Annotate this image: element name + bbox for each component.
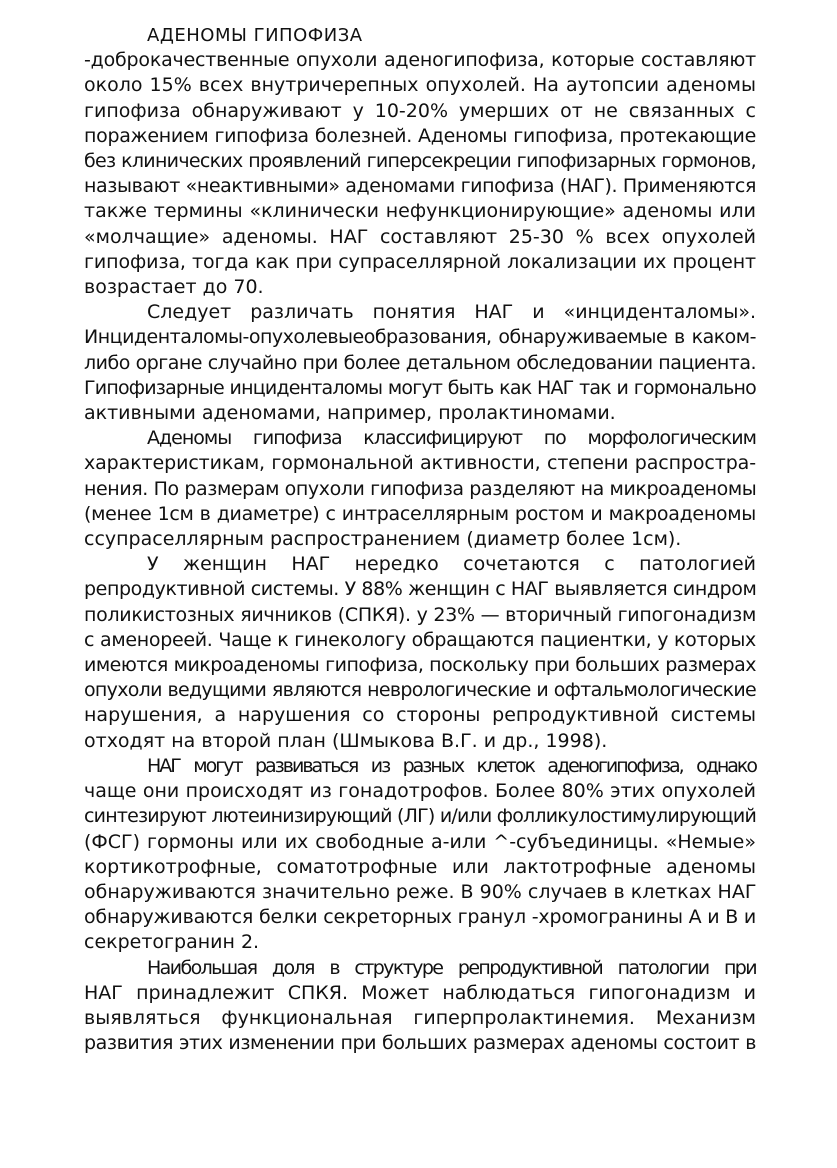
document-body	[84, 23, 756, 1056]
text-line: Аденомы гипофиза классифицируют по морфологическим	[147, 427, 756, 450]
text-line: (ФСГ) гормоны или их свободные а-или ^-субъединицы. «Немые»	[84, 830, 756, 853]
text-line: «молчащие» аденомы. НАГ составляют 25-30 % всех опухолей	[84, 225, 756, 248]
text-line: развития этих изменении при больших размерах аденомы состоит в	[84, 1032, 756, 1055]
document-title: АДЕНОМЫ ГИПОФИЗА	[147, 25, 363, 46]
text-line: также термины «клинически нефункционирующие» аденомы или	[84, 200, 756, 223]
text-line: Инциденталомы-опухолевыеобразования, обнаруживаемые в каком-	[84, 326, 756, 349]
text-line: чаще они происходят из гонадотрофов. Более 80% этих опухолей	[84, 780, 756, 803]
text-line: без клинических проявлений гиперсекреции гипофизарных гормонов,	[84, 150, 756, 173]
text-line: НАГ принадлежит СПКЯ. Может наблюдаться гипогонадизм и	[84, 981, 756, 1004]
text-line: обнаруживаются значительно реже. В 90% случаев в клетках НАГ	[84, 880, 757, 903]
text-line: возрастает до 70.	[84, 276, 264, 299]
text-line: Следует различать понятия НАГ и «инциденталомы».	[147, 301, 756, 324]
paragraph-4	[84, 552, 756, 754]
text-line: называют «неактивными» аденомами гипофиза (НАГ). Применяются	[84, 175, 756, 198]
paragraph-6	[84, 956, 756, 1057]
text-line: нения. По размерам опухоли гипофиза разделяют на микроаденомы	[84, 477, 757, 500]
text-line: У женщин НАГ нередко сочетаются с патологией	[147, 553, 756, 576]
text-line: Наибольшая доля в структуре репродуктивной патологии при	[147, 956, 756, 979]
text-line: поражением гипофиза болезней. Аденомы гипофиза, протекающие	[84, 124, 756, 147]
text-line: Гипофизарные инциденталомы могут быть как НАГ так и гормонально	[84, 376, 756, 399]
text-line: гипофиза обнаруживают у 10-20% умерших от не связанных с	[84, 99, 756, 122]
paragraph-1	[84, 48, 756, 300]
paragraph-5	[84, 754, 756, 956]
text-line: поликистозных яичников (СПКЯ). у 23% — вторичный гипогонадизм	[84, 603, 756, 626]
text-line: выявляться функциональная гиперпролактинемия. Механизм	[84, 1006, 756, 1029]
text-line: либо органе случайно при более детальном обследовании пациента.	[84, 351, 756, 374]
paragraph-2	[84, 300, 756, 426]
paragraphs	[84, 48, 756, 1056]
paragraph-3	[84, 426, 756, 552]
text-line: синтезируют лютеинизирующий (ЛГ) и/или фолликулостимулирующий	[84, 805, 756, 828]
text-line: отходят на второй план (Шмыкова В.Г. и др., 1998).	[84, 729, 608, 752]
text-line: гипофиза, тогда как при супраселлярной локализации их процент	[84, 250, 756, 273]
text-line: репродуктивной системы. У 88% женщин с НАГ выявляется синдром	[84, 578, 757, 601]
text-line: ссупраселлярным распространением (диаметр более 1см).	[84, 528, 682, 551]
text-line: секретогранин 2.	[84, 931, 260, 954]
text-line: кортикотрофные, соматотрофные или лактотрофные аденомы	[84, 855, 756, 878]
text-line: нарушения, а нарушения со стороны репродуктивной системы	[84, 704, 756, 727]
text-line: опухоли ведущими являются неврологические и офтальмологические	[84, 679, 756, 702]
text-line: -доброкачественные опухоли аденогипофиза, которые составляют	[84, 49, 756, 72]
text-line: (менее 1см в диаметре) с интраселлярным ростом и макроаденомы	[84, 502, 756, 525]
text-line: НАГ могут развиваться из разных клеток аденогипофиза, однако	[147, 754, 756, 777]
text-line: имеются микроаденомы гипофиза, поскольку при больших размерах	[84, 654, 756, 677]
text-line: обнаруживаются белки секреторных гранул -хромогранины А и В и	[84, 906, 757, 929]
text-line: около 15% всех внутричерепных опухолей. На аутопсии аденомы	[84, 74, 756, 97]
text-line: с аменореей. Чаще к гинекологу обращаются пациентки, у которых	[84, 628, 756, 651]
text-line: характеристикам, гормональной активности, степени распростра-	[84, 452, 756, 475]
text-line: активными аденомами, например, пролактиномами.	[84, 402, 616, 425]
